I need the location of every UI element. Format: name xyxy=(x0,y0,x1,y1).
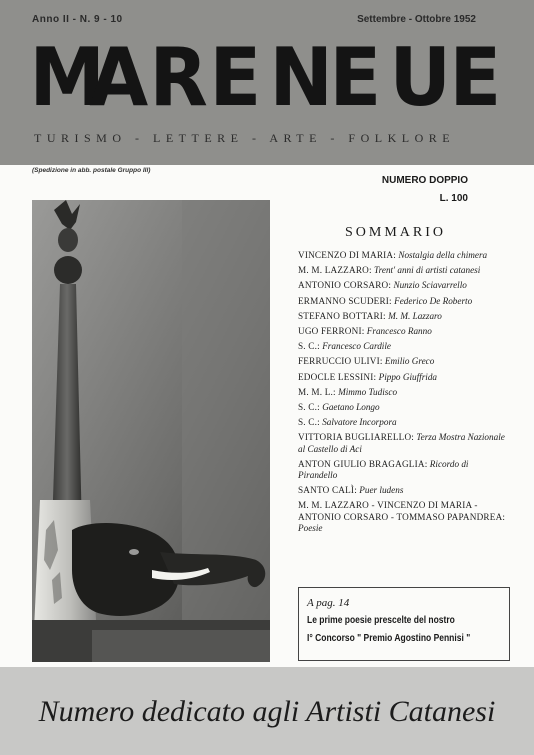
toc-item: ANTON GIULIO BRAGAGLIA: Ricordo di Pirandello xyxy=(298,458,469,481)
toc-item: ERMANNO SCUDERI: Federico De Roberto xyxy=(298,295,473,306)
notice-page-ref: A pag. 14 xyxy=(307,597,350,609)
toc-item: EDOCLE LESSINI: Pippo Giuffrida xyxy=(298,371,438,382)
tagline: TURISMO - LETTERE - ARTE - FOLKLORE xyxy=(34,131,456,145)
logo-letter: U xyxy=(389,31,452,124)
toc-item: VINCENZO DI MARIA: Nostalgia della chimera xyxy=(298,250,488,260)
notice-line-1: Le prime poesie prescelte del nostro xyxy=(307,615,455,626)
logo-letter: E xyxy=(449,31,502,124)
table-of-contents xyxy=(298,250,510,538)
table-of-contents-heading: SOMMARIO xyxy=(345,225,447,240)
toc-item: M. M. L.: Mimmo Tudisco xyxy=(298,386,398,397)
toc-item: M. M. LAZZARO: Trent' anni di artisti catanesi xyxy=(298,265,481,276)
toc-item: SANTO CALÌ: Puer ludens xyxy=(298,485,404,496)
toc-item: S. C.: Salvatore Incorpora xyxy=(298,417,397,428)
issue-number: Anno II - N. 9 - 10 xyxy=(32,14,123,25)
toc-item: M. M. LAZZARO - VINCENZO DI MARIA - ANTONIO CORSARO - TOMMASO PAPANDREA: Poesie xyxy=(298,500,506,533)
toc-item: VITTORIA BUGLIARELLO: Terza Mostra Nazionale al Castello di Aci xyxy=(298,432,505,454)
logo-letter: E xyxy=(209,31,262,124)
postal-note: (Spedizione in abb. postale Gruppo III) xyxy=(32,167,151,174)
toc-item: ANTONIO CORSARO: Nunzio Sciavarrello xyxy=(298,280,467,291)
logo-letter: M xyxy=(29,31,105,124)
toc-item: UGO FERRONI: Francesco Ranno xyxy=(298,326,432,337)
elephant-fountain-illustration xyxy=(32,200,270,662)
logo-letter: E xyxy=(329,31,382,124)
magazine-logo xyxy=(28,31,508,124)
toc-item: S. C.: Gaetano Longo xyxy=(298,402,380,413)
logo-letter: R xyxy=(149,31,208,124)
cover-photo xyxy=(32,200,270,662)
logo-letter: A xyxy=(89,31,149,124)
issue-date: Settembre - Ottobre 1952 xyxy=(357,14,476,25)
contest-notice-box xyxy=(298,587,510,661)
toc-item: FERRUCCIO ULIVI: Emilio Greco xyxy=(298,356,435,367)
double-issue-label: NUMERO DOPPIO xyxy=(381,175,468,186)
notice-line-2: I° Concorso " Premio Agostino Pennisi " xyxy=(307,633,471,644)
footer-dedication: Numero dedicato agli Artisti Catanesi xyxy=(38,695,496,728)
footer-banner xyxy=(0,667,534,755)
issue-info xyxy=(382,172,468,208)
toc-item: S. C.: Francesco Cardile xyxy=(298,341,391,352)
masthead xyxy=(0,0,534,165)
logo-letter: N xyxy=(269,31,333,124)
price: L. 100 xyxy=(439,193,468,204)
toc-item: STEFANO BOTTARI: M. M. Lazzaro xyxy=(298,310,442,321)
